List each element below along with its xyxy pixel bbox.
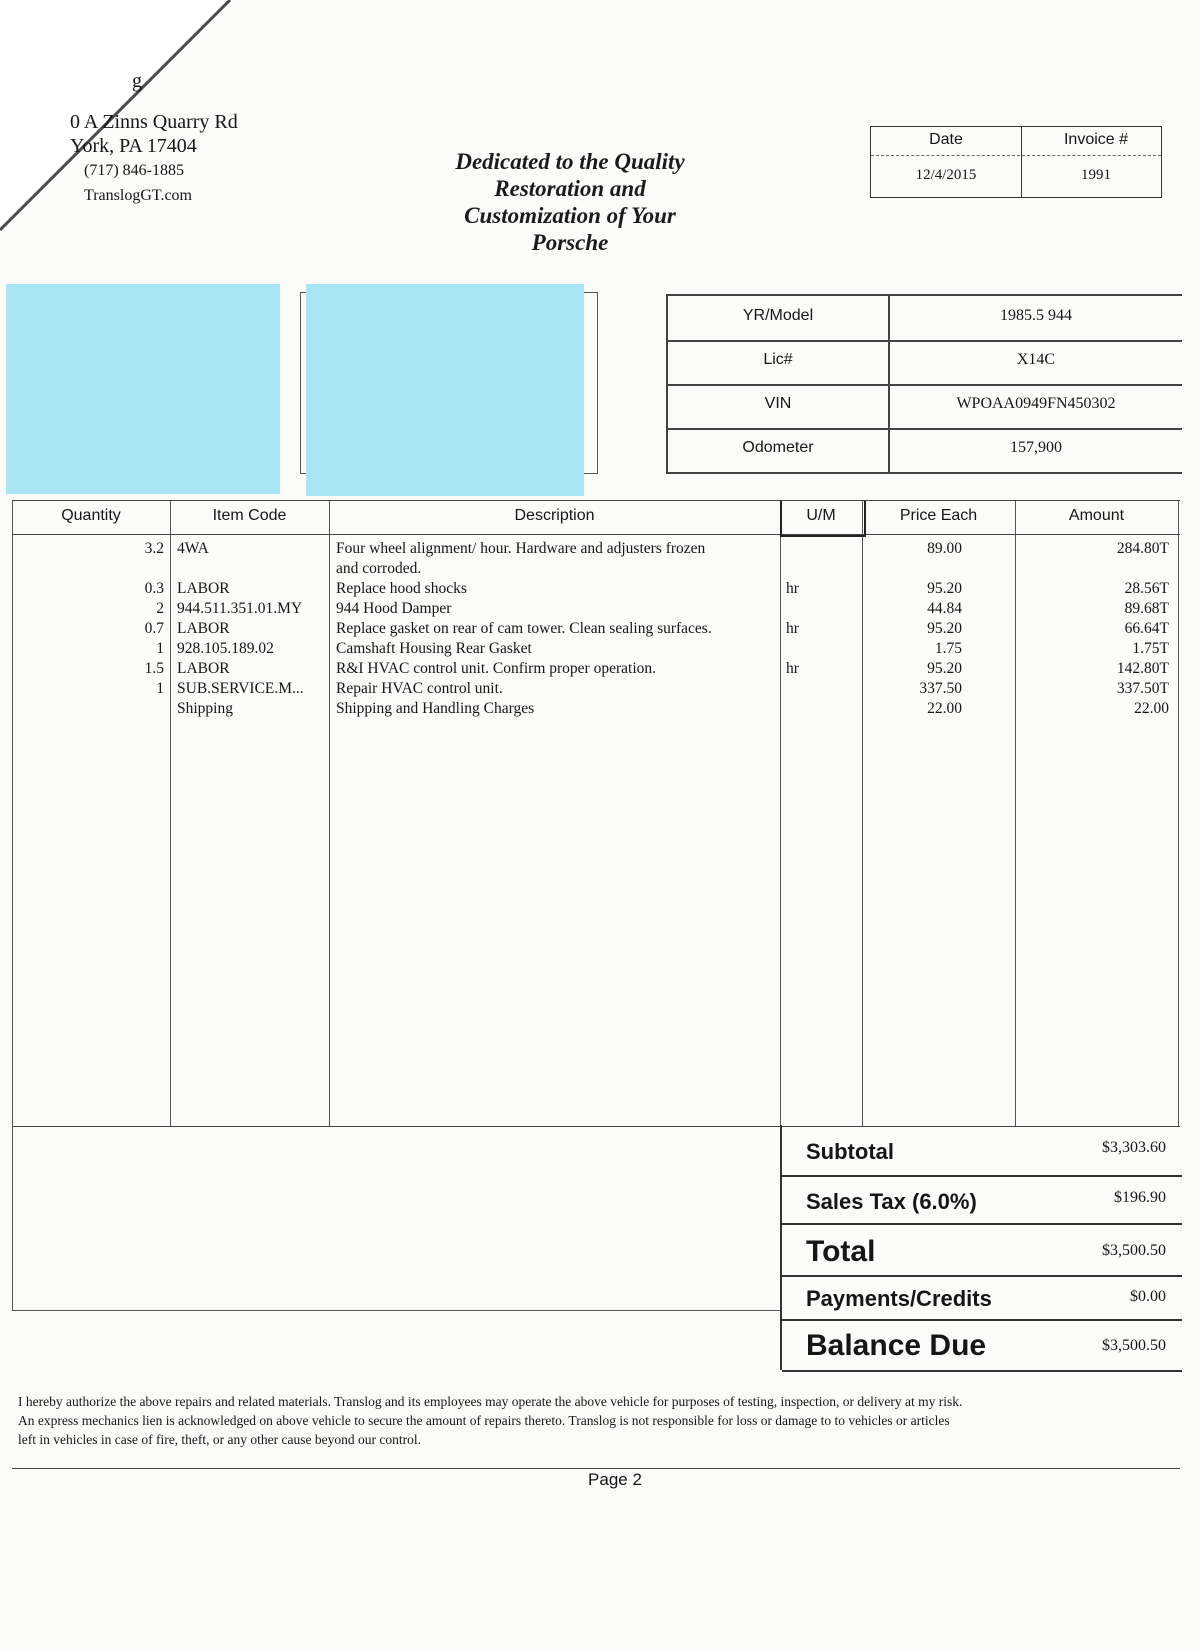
sales-tax-row xyxy=(782,1177,1182,1225)
table-row xyxy=(12,560,1180,580)
payments-row xyxy=(782,1277,1182,1321)
vehicle-info-table xyxy=(666,294,1182,474)
row-quantity: 0.3 xyxy=(144,580,164,597)
yr-model-value: 1985.5 944 xyxy=(1000,307,1072,324)
invoice-number: 1991 xyxy=(1081,167,1111,183)
balance-due-value: $3,500.50 xyxy=(1102,1337,1166,1354)
line-items-table xyxy=(12,500,1180,1127)
subtotal-value: $3,303.60 xyxy=(1102,1139,1166,1156)
table-row xyxy=(12,680,1180,700)
address-line-1: 0 A Zinns Quarry Rd xyxy=(70,111,238,133)
row-item-code: LABOR xyxy=(177,620,230,637)
date-label: Date xyxy=(929,131,963,148)
tagline-line-2: Restoration and xyxy=(494,176,646,201)
row-amount: 337.50T xyxy=(1116,680,1169,697)
row-quantity: 1 xyxy=(156,640,164,657)
company-name: g xyxy=(132,70,142,92)
table-row xyxy=(12,700,1180,720)
row-description: 944 Hood Damper xyxy=(336,600,452,617)
row-amount: 22.00 xyxy=(1134,700,1169,717)
row-price: 337.50 xyxy=(919,680,962,697)
subtotal-label: Subtotal xyxy=(806,1139,894,1164)
company-phone: (717) 846-1885 xyxy=(84,162,184,179)
sales-tax-label: Sales Tax (6.0%) xyxy=(806,1189,977,1214)
row-amount: 1.75T xyxy=(1132,640,1169,657)
odometer-label: Odometer xyxy=(742,439,814,456)
vehicle-row xyxy=(668,384,1182,430)
tagline xyxy=(410,148,730,256)
row-price: 1.75 xyxy=(934,640,962,657)
total-row xyxy=(782,1225,1182,1277)
subtotal-row xyxy=(782,1125,1182,1177)
row-amount: 284.80T xyxy=(1116,540,1169,557)
row-description: Replace gasket on rear of cam tower. Clean sealing surfaces. xyxy=(336,620,712,637)
row-amount: 66.64T xyxy=(1124,620,1169,637)
vehicle-row xyxy=(668,428,1182,474)
row-um: hr xyxy=(786,580,799,597)
yr-model-label: YR/Model xyxy=(742,307,814,324)
page-number: Page 2 xyxy=(588,1470,642,1489)
table-row xyxy=(12,640,1180,660)
terms-text xyxy=(18,1392,1158,1449)
table-row xyxy=(12,620,1180,640)
invoice-date: 12/4/2015 xyxy=(915,167,977,183)
row-item-code: Shipping xyxy=(177,700,233,717)
vin-value: WPOAA0949FN450302 xyxy=(956,395,1116,412)
address-line-2: York, PA 17404 xyxy=(70,135,197,157)
tagline-line-3: Customization of Your xyxy=(464,203,676,228)
row-description: Shipping and Handling Charges xyxy=(336,700,535,717)
row-um: hr xyxy=(786,620,799,637)
row-price: 44.84 xyxy=(927,600,962,617)
row-price: 95.20 xyxy=(927,620,962,637)
vehicle-row xyxy=(668,340,1182,386)
row-item-code: LABOR xyxy=(177,580,230,597)
row-item-code: 4WA xyxy=(177,540,209,557)
price-each-header: Price Each xyxy=(899,507,978,524)
odometer-value: 157,900 xyxy=(1010,439,1062,456)
payments-value: $0.00 xyxy=(1130,1288,1166,1305)
terms-line-3: left in vehicles in case of fire, theft, or any other cause beyond our control. xyxy=(18,1432,421,1447)
row-description: R&I HVAC control unit. Confirm proper operation. xyxy=(336,660,657,677)
row-description: and corroded. xyxy=(336,560,422,577)
total-label: Total xyxy=(806,1235,876,1268)
company-address-block xyxy=(70,110,330,208)
quantity-header: Quantity xyxy=(61,507,121,524)
redacted-ship-to xyxy=(306,284,584,496)
tagline-line-4: Porsche xyxy=(531,230,609,255)
row-quantity: 3.2 xyxy=(144,540,164,557)
row-price: 89.00 xyxy=(927,540,962,557)
row-um: hr xyxy=(786,660,799,677)
total-value: $3,500.50 xyxy=(1102,1242,1166,1259)
redacted-bill-to xyxy=(6,284,280,494)
description-header: Description xyxy=(514,507,595,524)
terms-line-2: An express mechanics lien is acknowledged on above vehicle to secure the amount of repairs thereto. Translog is not responsible for loss or damage to to vehicles or articles xyxy=(18,1413,950,1428)
sales-tax-value: $196.90 xyxy=(1114,1189,1166,1206)
terms-line-1: I hereby authorize the above repairs and related materials. Translog and its employees may operate the above vehicle for purposes of testing, inspection, or delivery at my risk. xyxy=(18,1394,963,1409)
company-website: TranslogGT.com xyxy=(84,187,192,204)
vehicle-row xyxy=(668,296,1182,342)
row-item-code: LABOR xyxy=(177,660,230,677)
row-quantity: 2 xyxy=(156,600,164,617)
row-item-code: 928.105.189.02 xyxy=(177,640,274,657)
tagline-line-1: Dedicated to the Quality xyxy=(455,149,685,174)
table-row xyxy=(12,660,1180,680)
row-description: Camshaft Housing Rear Gasket xyxy=(336,640,532,657)
divider xyxy=(12,1468,1180,1469)
item-code-header: Item Code xyxy=(212,507,287,524)
row-quantity: 1 xyxy=(156,680,164,697)
row-description: Repair HVAC control unit. xyxy=(336,680,503,697)
row-amount: 142.80T xyxy=(1116,660,1169,677)
row-description: Replace hood shocks xyxy=(336,580,467,597)
license-label: Lic# xyxy=(763,351,793,368)
payments-label: Payments/Credits xyxy=(806,1286,992,1311)
totals-box xyxy=(780,1125,1182,1370)
row-price: 95.20 xyxy=(927,660,962,677)
table-row xyxy=(12,580,1180,600)
row-price: 95.20 xyxy=(927,580,962,597)
row-amount: 28.56T xyxy=(1124,580,1169,597)
license-value: X14C xyxy=(1016,351,1056,368)
table-row xyxy=(12,540,1180,560)
amount-header: Amount xyxy=(1068,507,1125,524)
row-item-code: 944.511.351.01.MY xyxy=(177,600,303,617)
row-item-code: SUB.SERVICE.M... xyxy=(177,680,304,697)
balance-due-row xyxy=(782,1321,1182,1372)
vin-label: VIN xyxy=(764,395,792,412)
um-header: U/M xyxy=(806,507,836,524)
row-quantity: 0.7 xyxy=(144,620,164,637)
date-invoice-box xyxy=(870,126,1162,198)
row-quantity: 1.5 xyxy=(144,660,164,677)
balance-due-label: Balance Due xyxy=(806,1329,987,1362)
invoice-number-label: Invoice # xyxy=(1063,131,1129,148)
row-description: Four wheel alignment/ hour. Hardware and adjusters frozen xyxy=(336,540,706,557)
notes-area xyxy=(12,1125,780,1370)
row-amount: 89.68T xyxy=(1124,600,1169,617)
row-price: 22.00 xyxy=(927,700,962,717)
table-row xyxy=(12,600,1180,620)
